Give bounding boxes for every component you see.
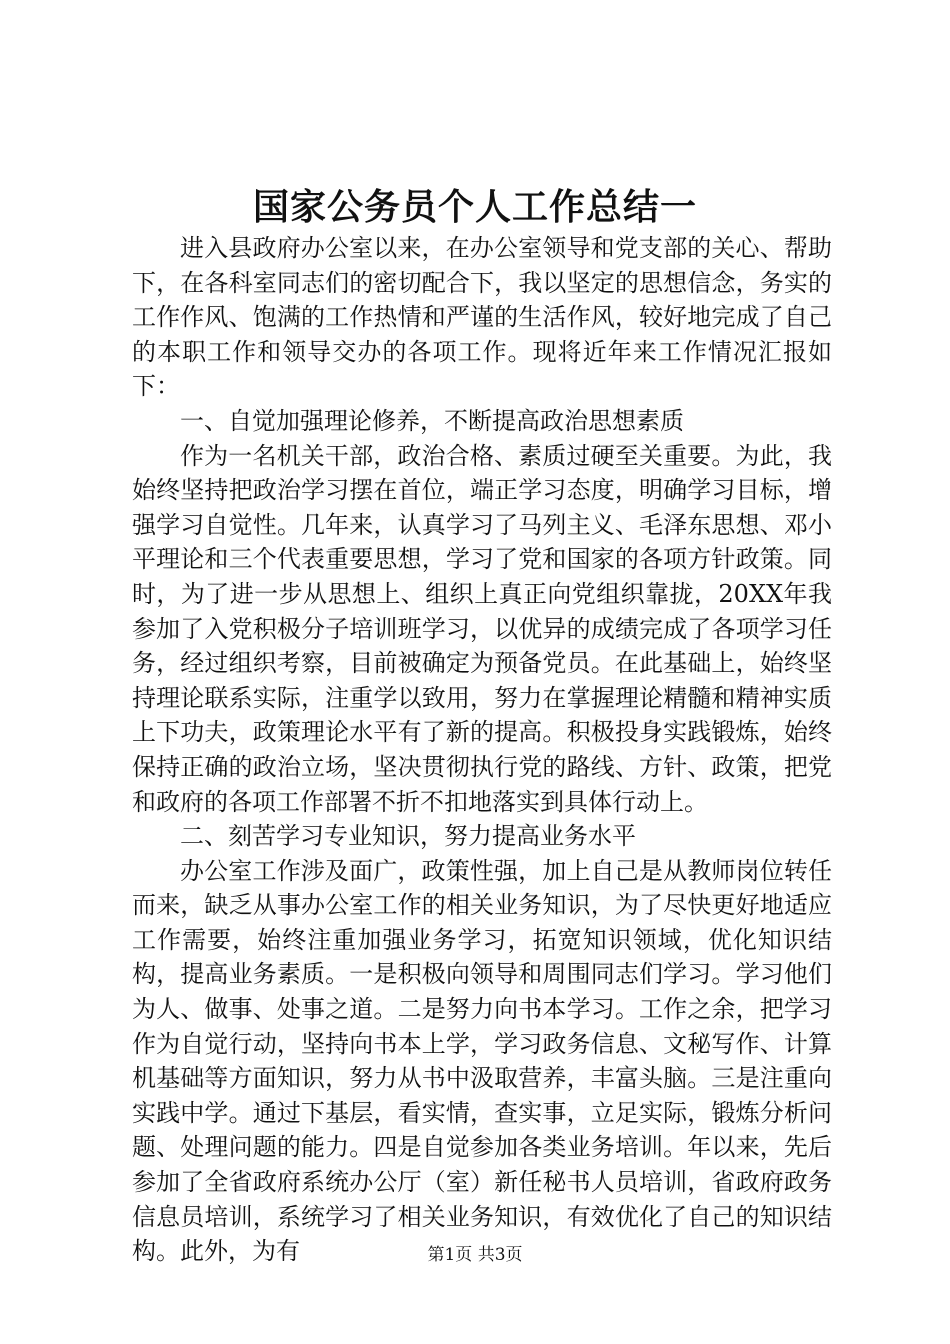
paragraph-section-1: 作为一名机关干部，政治合格、素质过硬至关重要。为此，我始终坚持把政治学习摆在首位，端正学习态度，明确学习目标，增强学习自觉性。几年来，认真学习了马列主义、毛泽东思想、邓小平理论和三个代表重要思想，学习了党和国家的各项方针政策。同时，为了进一步从思想上、组织上真正向党组织靠拢，20XX年我参加了入党积极分子培训班学习，以优异的成绩完成了各项学习任务，经过组织考察，目前被确定为预备党员。在此基础上，始终坚持理论联系实际，注重学以致用，努力在掌握理论精髓和精神实质上下功夫，政策理论水平有了新的提高。积极投身实践锻炼，始终保持正确的政治立场，坚决贯彻执行党的路线、方针、政策，把党和政府的各项工作部署不折不扣地落实到具体行动上。 [132, 441, 832, 816]
section-heading-2: 二、刻苦学习专业知识，努力提高业务水平 [180, 822, 636, 851]
document-title: 国家公务员个人工作总结一 [252, 186, 697, 228]
section-heading-1: 一、自觉加强理论修养，不断提高政治思想素质 [180, 406, 684, 435]
paragraph-intro: 进入县政府办公室以来，在办公室领导和党支部的关心、帮助下，在各科室同志们的密切配合下，我以坚定的思想信念，务实的工作作风、饱满的工作热情和严谨的生活作风，较好地完成了自己的本职工作和领导交办的各项工作。现将近年来工作情况汇报如下： [132, 234, 832, 401]
document-body [132, 231, 832, 1269]
page-number-footer: 第1页 共3页 [427, 1245, 523, 1265]
paragraph-section-2: 办公室工作涉及面广，政策性强，加上自己是从教师岗位转任而来，缺乏从事办公室工作的相关业务知识，为了尽快更好地适应工作需要，始终注重加强业务学习，拓宽知识领域，优化知识结构，提高业务素质。一是积极向领导和周围同志们学习。学习他们为人、做事、处事之道。二是努力向书本学习。工作之余，把学习作为自觉行动，坚持向书本上学，学习政务信息、文秘写作、计算机基础等方面知识，努力从书中汲取营养，丰富头脑。三是注重向实践中学。通过下基层，看实情，查实事，立足实际，锻炼分析问题、处理问题的能力。四是自觉参加各类业务培训。年以来，先后参加了全省政府系统办公厅（室）新任秘书人员培训，省政府政务信息员培训，系统学习了相关业务知识，有效优化了自己的知识结构。此外，为有 [132, 856, 832, 1266]
